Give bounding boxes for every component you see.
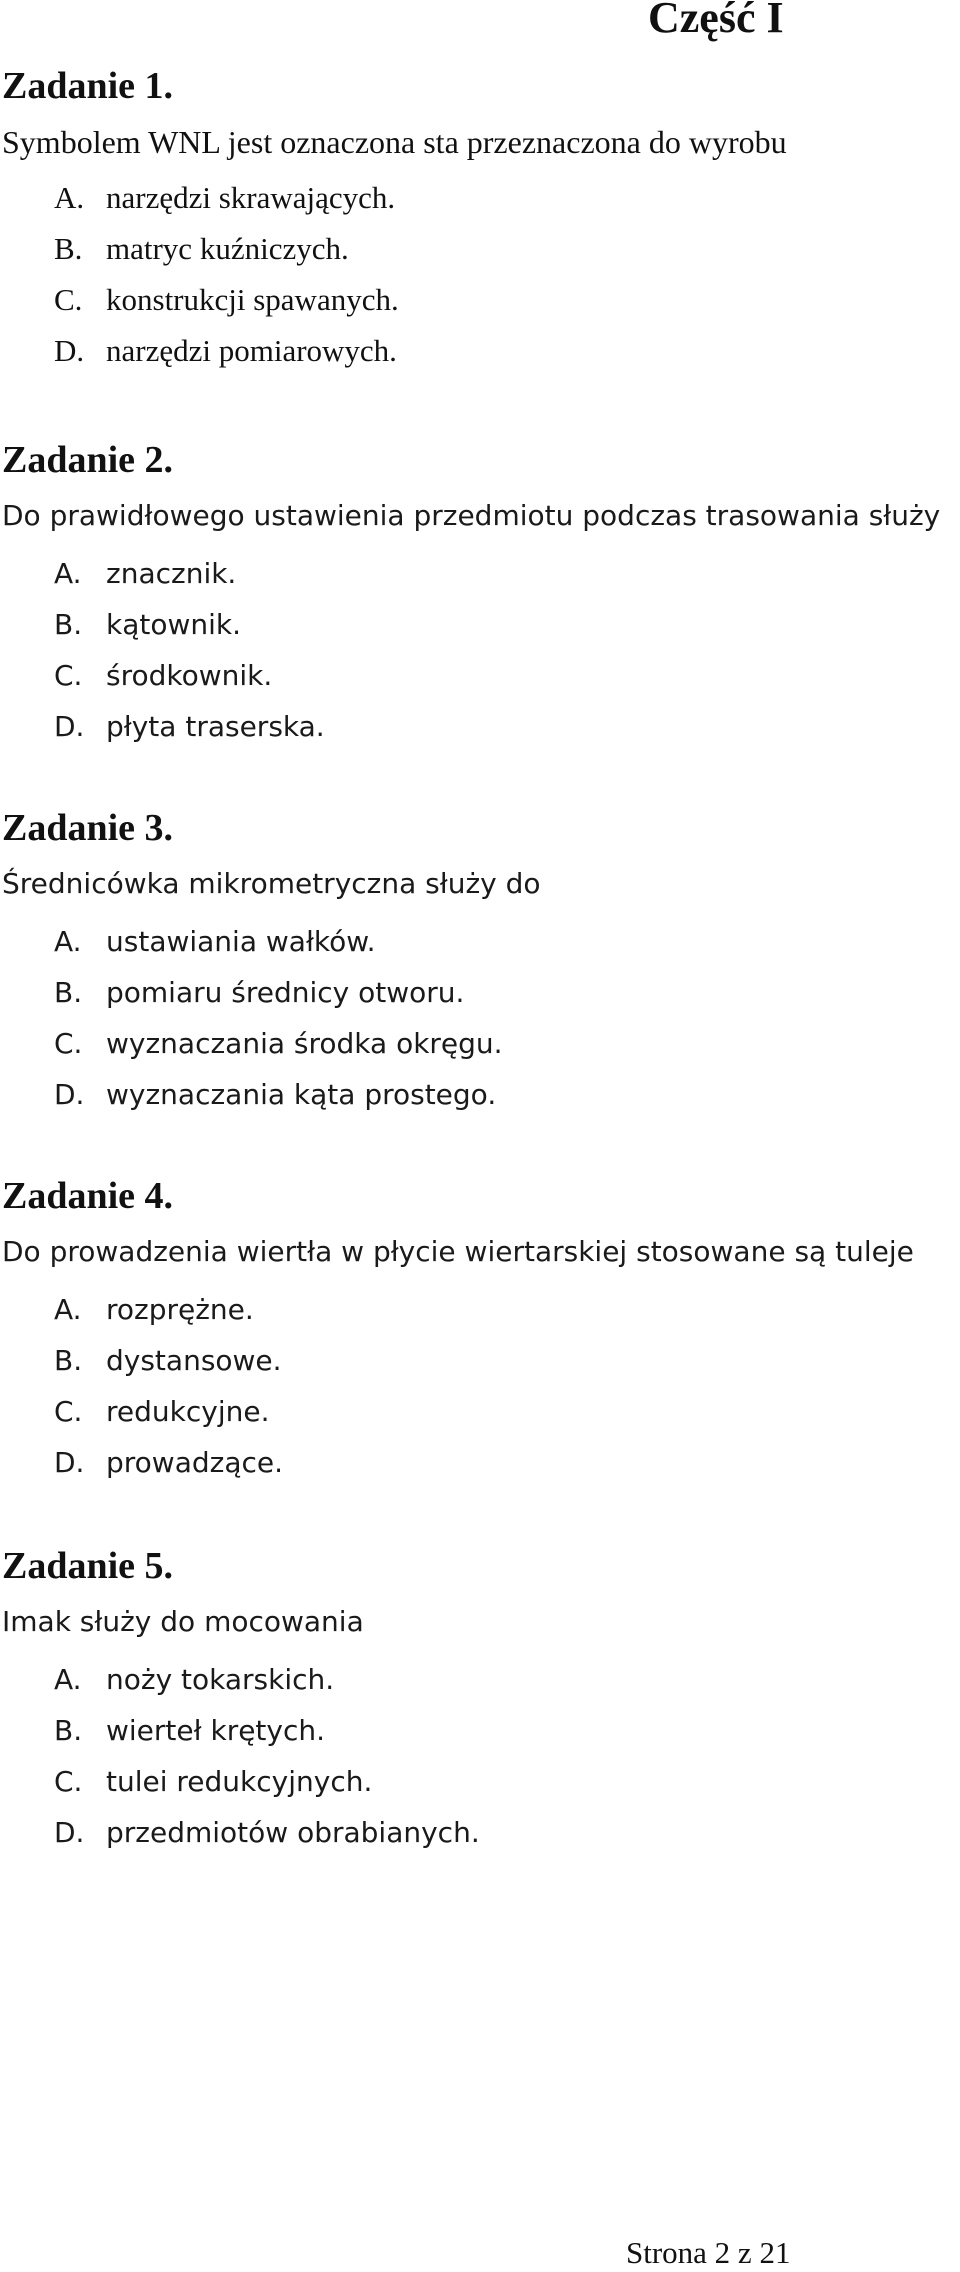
answer-option-b[interactable] [54, 1705, 952, 1756]
answer-option-c[interactable] [54, 1756, 952, 1807]
answer-option-c[interactable] [54, 1018, 952, 1069]
answer-option-c[interactable] [54, 274, 952, 325]
answer-option-d[interactable] [54, 325, 952, 376]
option-letter: D. [54, 1816, 85, 1849]
option-letter: C. [54, 1395, 83, 1428]
answer-option-a[interactable] [54, 172, 952, 223]
task-question: Imak służy do mocowania [2, 1605, 364, 1638]
option-text: konstrukcji spawanych. [106, 282, 399, 317]
option-letter: D. [54, 1446, 85, 1479]
answer-option-a[interactable] [54, 548, 952, 599]
option-letter: B. [54, 1714, 83, 1747]
option-text: wyznaczania środka okręgu. [106, 1027, 503, 1060]
option-text: ustawiania wałków. [106, 925, 376, 958]
answer-option-c[interactable] [54, 1386, 952, 1437]
answer-option-b[interactable] [54, 599, 952, 650]
option-text: znacznik. [106, 557, 237, 590]
option-text: matryc kuźniczych. [106, 231, 349, 266]
answer-option-b[interactable] [54, 1335, 952, 1386]
answer-options [2, 172, 952, 376]
option-text: pomiaru średnicy otworu. [106, 976, 465, 1009]
option-letter: A. [54, 1293, 82, 1326]
task-heading: Zadanie 3. [2, 807, 174, 849]
option-letter: D. [54, 1078, 85, 1111]
task-question: Do prowadzenia wiertła w płycie wiertarskiej stosowane są tuleje [2, 1235, 914, 1268]
answer-option-b[interactable] [54, 223, 952, 274]
option-letter: B. [54, 976, 83, 1009]
task-heading: Zadanie 4. [2, 1175, 174, 1217]
answer-option-b[interactable] [54, 967, 952, 1018]
option-letter: A. [54, 557, 82, 590]
option-letter: C. [54, 1765, 83, 1798]
answer-option-d[interactable] [54, 1807, 952, 1858]
option-letter: C. [54, 659, 83, 692]
option-text: tulei redukcyjnych. [106, 1765, 373, 1798]
option-text: prowadzące. [106, 1446, 284, 1479]
option-letter: B. [54, 1344, 83, 1377]
part-title: Część I [648, 0, 784, 42]
option-letter: B. [54, 608, 83, 641]
option-text: redukcyjne. [106, 1395, 270, 1428]
option-text: wierteł krętych. [106, 1714, 326, 1747]
task-heading: Zadanie 1. [2, 65, 174, 107]
answer-option-a[interactable] [54, 916, 952, 967]
task-3 [2, 808, 952, 1120]
option-text: rozprężne. [106, 1293, 254, 1326]
option-letter: C. [54, 1027, 83, 1060]
answer-options [2, 548, 952, 752]
option-text: narzędzi pomiarowych. [106, 333, 397, 368]
option-text: kątownik. [106, 608, 242, 641]
option-text: płyta traserska. [106, 710, 325, 743]
task-5 [2, 1546, 952, 1858]
option-text: wyznaczania kąta prostego. [106, 1078, 497, 1111]
option-letter: D. [54, 710, 85, 743]
answer-option-a[interactable] [54, 1654, 952, 1705]
option-letter: B. [54, 231, 83, 266]
option-text: narzędzi skrawających. [106, 180, 396, 215]
option-text: dystansowe. [106, 1344, 282, 1377]
task-heading: Zadanie 5. [2, 1545, 174, 1587]
task-1 [2, 66, 952, 376]
task-question: Do prawidłowego ustawienia przedmiotu podczas trasowania służy [2, 499, 941, 532]
answer-option-d[interactable] [54, 701, 952, 752]
option-text: środkownik. [106, 659, 273, 692]
option-letter: A. [54, 925, 82, 958]
answer-option-c[interactable] [54, 650, 952, 701]
task-4 [2, 1176, 952, 1488]
answer-options [2, 916, 952, 1120]
answer-option-d[interactable] [54, 1069, 952, 1120]
option-letter: A. [54, 1663, 82, 1696]
option-letter: D. [54, 333, 85, 368]
option-text: przedmiotów obrabianych. [106, 1816, 480, 1849]
option-text: noży tokarskich. [106, 1663, 335, 1696]
task-heading: Zadanie 2. [2, 439, 174, 481]
answer-option-d[interactable] [54, 1437, 952, 1488]
option-letter: C. [54, 282, 83, 317]
page-number: Strona 2 z 21 [626, 2235, 791, 2270]
task-2 [2, 440, 952, 752]
option-letter: A. [54, 180, 85, 215]
task-question: Średnicówka mikrometryczna służy do [2, 867, 541, 900]
answer-options [2, 1654, 952, 1858]
answer-option-a[interactable] [54, 1284, 952, 1335]
task-question: Symbolem WNL jest oznaczona sta przeznaczona do wyrobu [2, 124, 787, 160]
answer-options [2, 1284, 952, 1488]
